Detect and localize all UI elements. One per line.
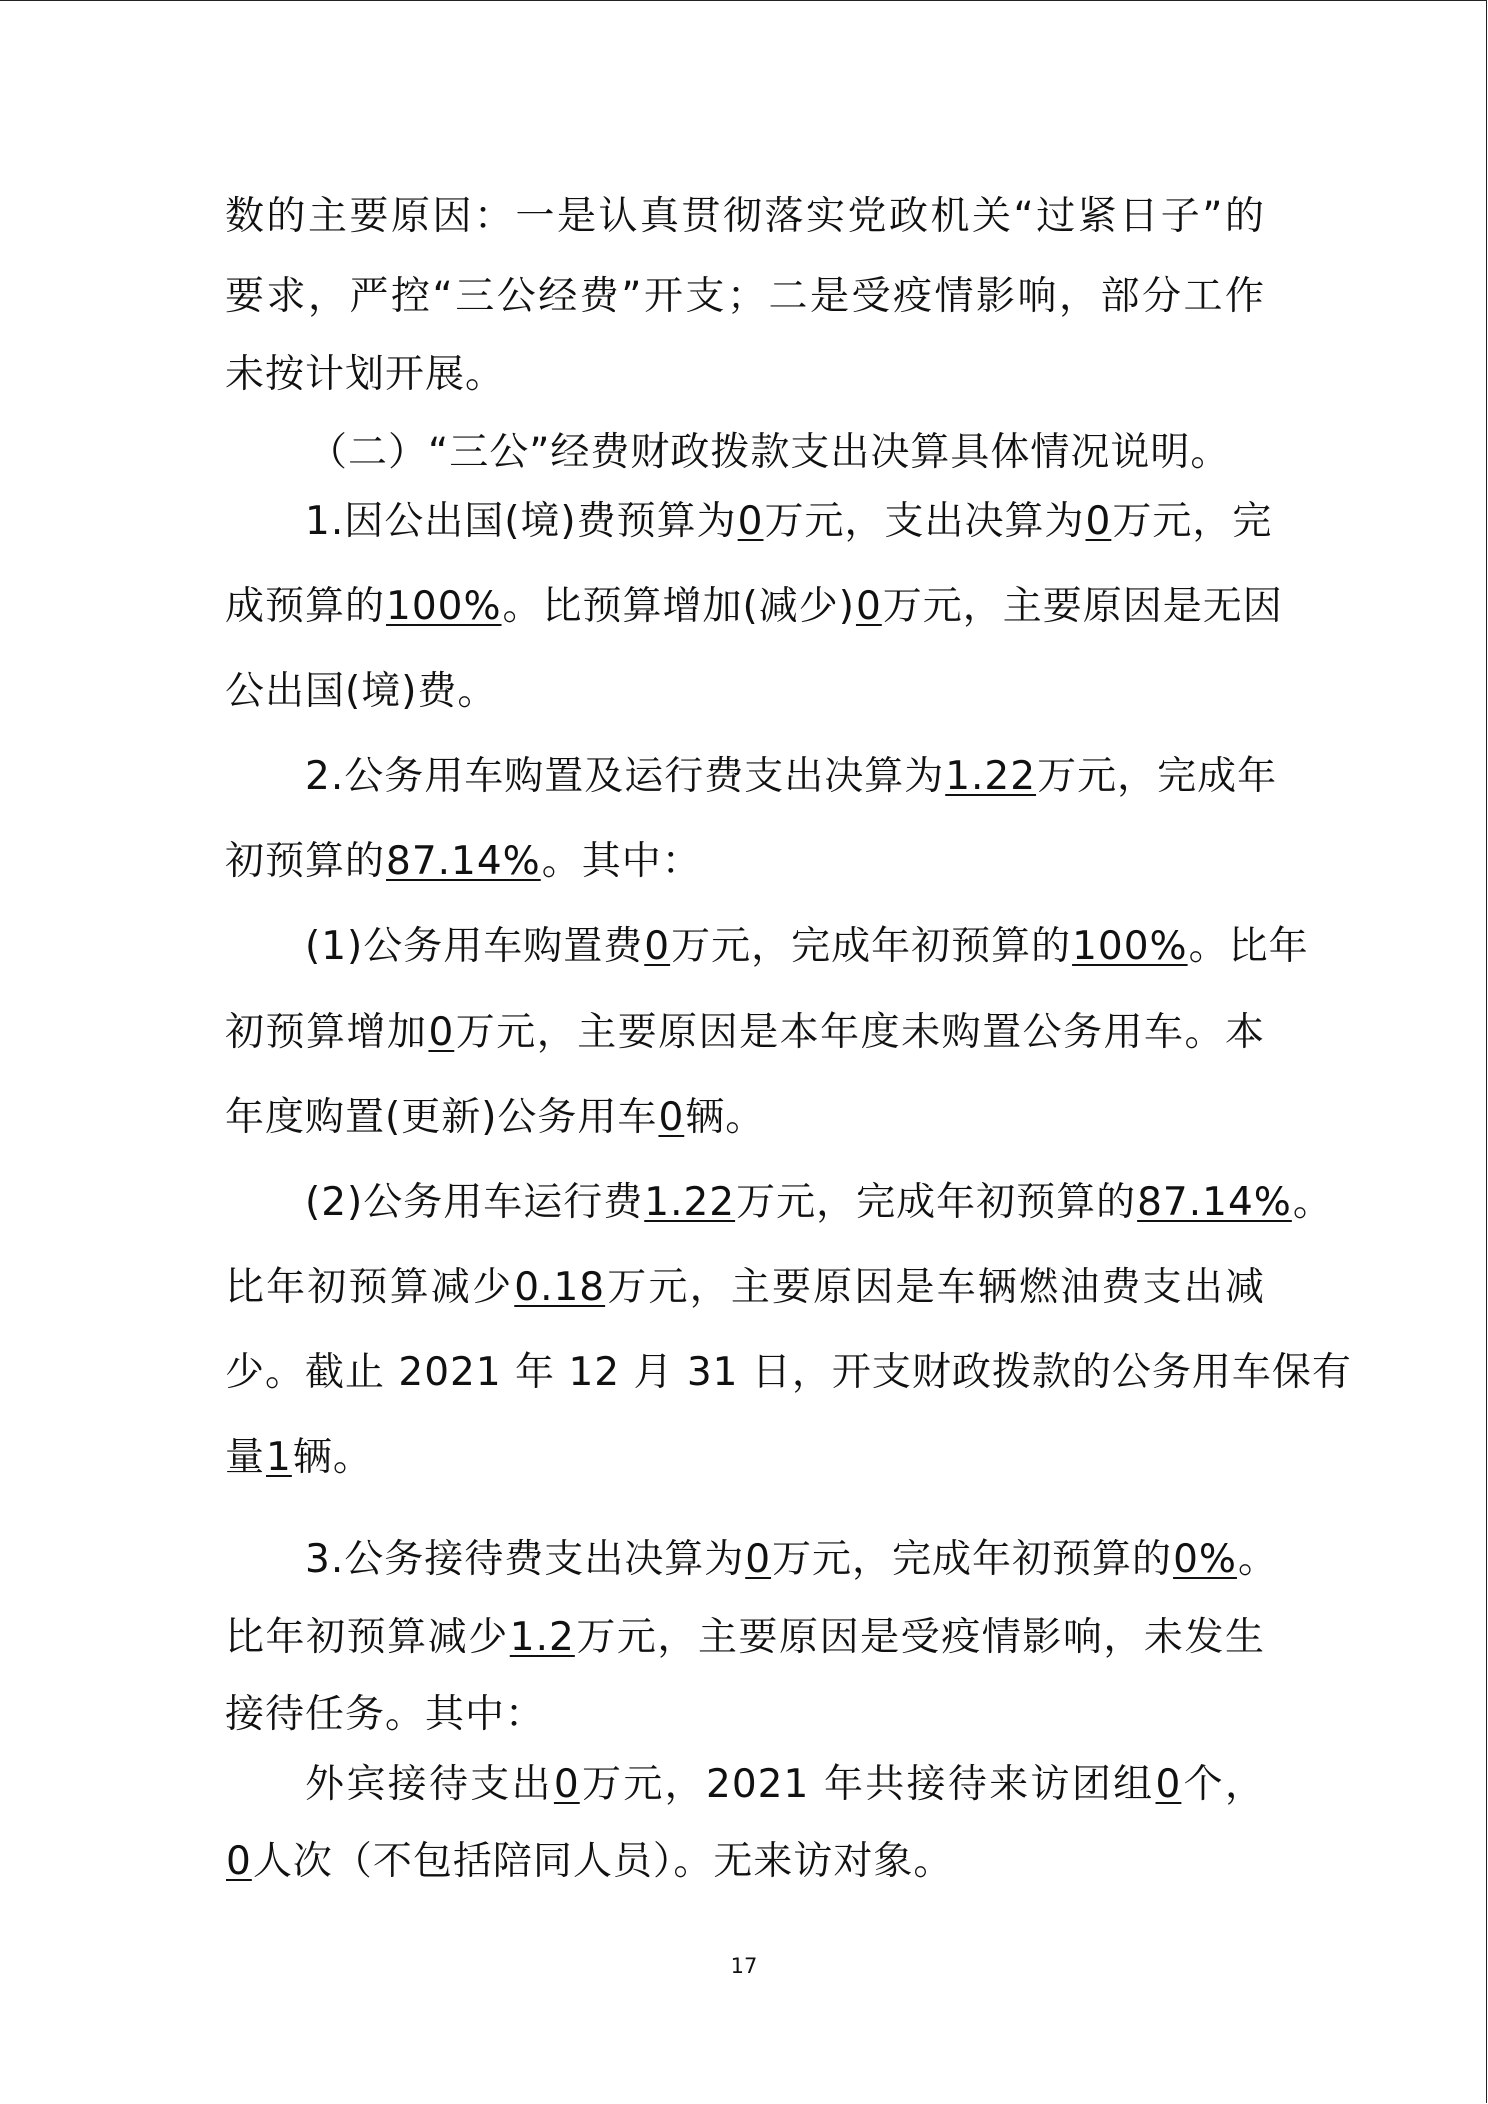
item3-1-line2	[225, 1837, 1265, 1887]
text: 初预算增加	[225, 1010, 428, 1055]
item1-line2	[225, 582, 1283, 632]
value: 87.14%	[386, 839, 541, 884]
text: 个，	[1182, 1762, 1265, 1807]
text: 外宾接待支出	[305, 1762, 553, 1807]
text: 。比年	[1188, 924, 1309, 969]
text: 万元，2021 年共接待来访团组	[580, 1762, 1155, 1807]
item2-2-line1	[305, 1178, 1333, 1228]
value: 1.22	[945, 754, 1037, 799]
text: 未按计划开展。	[225, 352, 506, 397]
text: 。	[1292, 1180, 1333, 1225]
text: 万元，支出决算为	[764, 499, 1085, 544]
item3-line3	[225, 1690, 1265, 1740]
text: 万元，主要原因是无因	[882, 584, 1283, 629]
text: 辆。	[292, 1435, 373, 1480]
value: 0%	[1173, 1537, 1237, 1582]
item2-1-line1	[305, 922, 1309, 972]
text: 年度购置(更新)公务用车	[225, 1095, 658, 1140]
item1-line1	[305, 497, 1273, 547]
item2-1-line2	[225, 1008, 1265, 1058]
item2-2-line3	[225, 1348, 1352, 1398]
value: 0	[658, 1095, 685, 1140]
text: (2)公务用车运行费	[305, 1180, 644, 1225]
page-number: 17	[730, 1954, 758, 1978]
value: 0	[644, 924, 671, 969]
text: 少。截止 2021 年 12 月 31 日，开支财政拨款的公务用车保有	[225, 1350, 1352, 1395]
value: 100%	[386, 584, 502, 629]
text: 万元，主要原因是车辆燃油费支出减	[606, 1265, 1265, 1310]
text: (1)公务用车购置费	[305, 924, 644, 969]
text: 数的主要原因：一是认真贯彻落实党政机关“过紧日子”的	[225, 194, 1265, 239]
text: 。比预算增加(减少)	[502, 584, 855, 629]
item3-line2	[225, 1613, 1265, 1663]
section-heading	[308, 428, 1268, 478]
value: 0	[745, 1537, 772, 1582]
text: 要求，严控“三公经费”开支；二是受疫情影响，部分工作	[225, 274, 1265, 319]
text: 比年初预算减少	[225, 1265, 514, 1310]
text: 万元，完成年初预算的	[772, 1537, 1173, 1582]
item2-2-line4	[225, 1433, 1265, 1483]
text: 2.公务用车购置及运行费支出决算为	[305, 754, 945, 799]
text: 万元，主要原因是本年度未购置公务用车。本	[455, 1010, 1265, 1055]
item2-line1	[305, 752, 1278, 802]
text: 。其中：	[541, 839, 702, 884]
item2-line2	[225, 837, 1265, 887]
heading-text: （二）“三公”经费财政拨款支出决算具体情况说明。	[308, 430, 1231, 475]
text: 万元，完成年初预算的	[671, 924, 1072, 969]
value: 100%	[1072, 924, 1188, 969]
value: 0	[1155, 1762, 1182, 1807]
value: 1.22	[644, 1180, 736, 1225]
value: 0	[553, 1762, 580, 1807]
text: 万元，完成年初预算的	[736, 1180, 1137, 1225]
text: 成预算的	[225, 584, 386, 629]
paragraph-line	[225, 350, 1265, 400]
value: 0	[226, 1839, 252, 1884]
value: 1.2	[509, 1615, 575, 1660]
item1-line3	[225, 667, 1265, 717]
value: 0	[855, 584, 882, 629]
value: 0	[737, 499, 764, 544]
text: 辆。	[685, 1095, 766, 1140]
item2-2-line2	[225, 1263, 1265, 1313]
text: 3.公务接待费支出决算为	[305, 1537, 745, 1582]
text: 初预算的	[225, 839, 386, 884]
text: 公出国(境)费。	[225, 669, 498, 714]
item3-line1	[305, 1535, 1278, 1585]
value: 0	[428, 1010, 455, 1055]
text: 比年初预算减少	[225, 1615, 509, 1660]
text: 接待任务。其中：	[225, 1692, 546, 1737]
text: 。	[1237, 1537, 1278, 1582]
item2-1-line3	[225, 1093, 1265, 1143]
value: 87.14%	[1137, 1180, 1292, 1225]
text: 人次（不包括陪同人员）。无来访对象。	[252, 1839, 954, 1884]
text: 1.因公出国(境)费预算为	[305, 499, 737, 544]
text: 万元，完成年	[1037, 754, 1278, 799]
item3-1-line1	[305, 1760, 1265, 1810]
value: 0	[1085, 499, 1112, 544]
paragraph-line	[225, 272, 1265, 322]
value: 0.18	[514, 1265, 606, 1310]
text: 量	[225, 1435, 266, 1480]
text: 万元，完	[1112, 499, 1273, 544]
text: 万元，主要原因是受疫情影响，未发生	[575, 1615, 1265, 1660]
value: 1	[266, 1435, 292, 1480]
paragraph-line	[225, 192, 1265, 242]
